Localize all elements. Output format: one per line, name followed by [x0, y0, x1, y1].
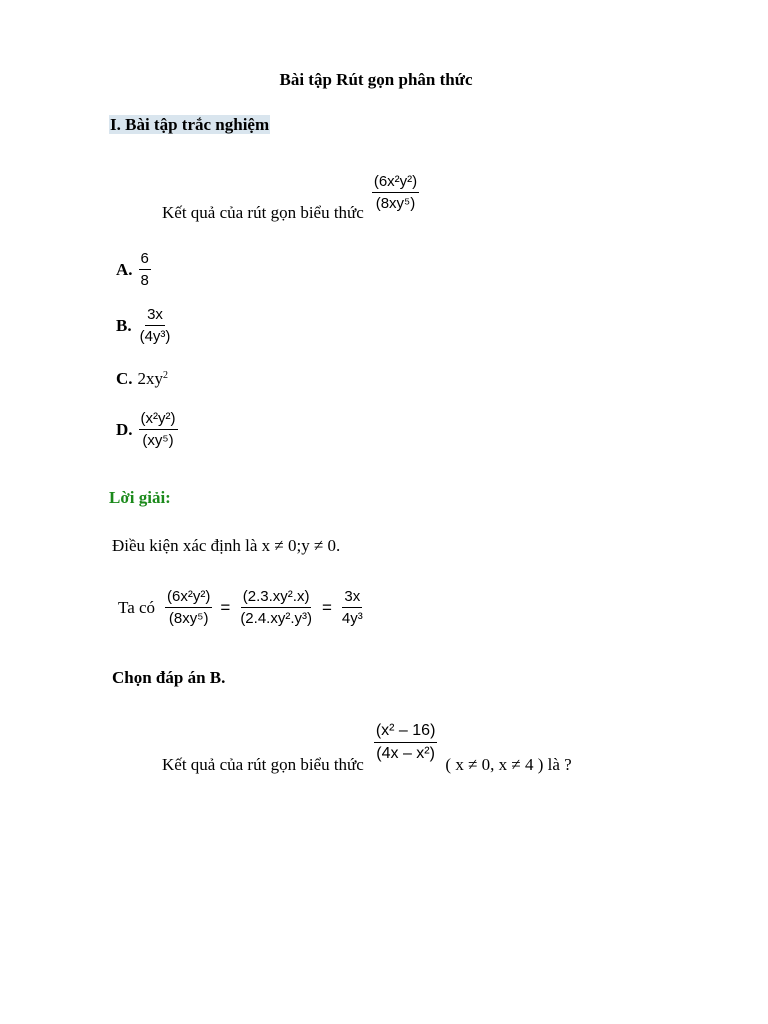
- option-a-denominator: 8: [140, 272, 149, 290]
- option-b: [116, 306, 172, 346]
- question-2: [162, 722, 572, 774]
- working-fraction-3: [340, 588, 365, 628]
- option-a-numerator: 6: [139, 250, 151, 270]
- working-fraction-2-numerator: (2.3.xy².x): [241, 588, 312, 608]
- working-fraction-1-numerator: (6x²y²): [165, 588, 212, 608]
- question-2-denominator: (4x – x²): [376, 745, 435, 763]
- solution-label: Lời giải:: [109, 488, 171, 507]
- condition-text: Điều kiện xác định là x ≠ 0;y ≠ 0.: [112, 536, 341, 555]
- option-a-fraction: [139, 250, 151, 290]
- question-2-expression: [374, 722, 438, 764]
- working-prefix: Ta có: [118, 597, 156, 617]
- option-d-numerator: (x²y²): [139, 410, 178, 430]
- option-c-label: C.: [116, 369, 133, 388]
- working-fraction-2: [238, 588, 314, 628]
- option-c-exponent: 2: [163, 370, 169, 381]
- option-c-value: [138, 369, 169, 389]
- section-heading-text: I. Bài tập trắc nghiệm: [110, 115, 270, 134]
- option-b-label: B.: [116, 315, 132, 335]
- option-c-base: 2xy: [137, 369, 164, 388]
- equals-sign-1: =: [220, 597, 231, 617]
- equals-sign-2: =: [321, 597, 332, 617]
- question-1-denominator: (8xy⁵): [375, 195, 416, 213]
- question-1: [162, 173, 419, 222]
- section-heading: [109, 115, 270, 135]
- option-b-denominator: (4y³): [139, 328, 171, 346]
- working-fraction-1-denominator: (8xy⁵): [168, 610, 209, 628]
- question-2-numerator: (x² – 16): [374, 722, 438, 743]
- question-2-prompt: Kết quả của rút gọn biểu thức: [162, 754, 364, 774]
- question-1-expression: [372, 173, 419, 213]
- working-fraction-3-denominator: 4y³: [341, 610, 363, 628]
- question-1-prompt: Kết quả của rút gọn biểu thức: [162, 202, 364, 222]
- option-b-fraction: [138, 306, 173, 346]
- working-fraction-3-numerator: 3x: [342, 588, 362, 608]
- page-title: Bài tập Rút gọn phân thức: [279, 70, 473, 89]
- option-d-label: D.: [116, 419, 133, 439]
- question-1-numerator: (6x²y²): [372, 173, 419, 193]
- solution-working: [118, 588, 365, 628]
- option-a: [116, 250, 151, 290]
- answer-text: Chọn đáp án B.: [112, 668, 226, 687]
- question-2-condition: ( x ≠ 0, x ≠ 4 ) là ?: [445, 754, 572, 774]
- working-fraction-1: [165, 588, 212, 628]
- option-d: [116, 410, 178, 450]
- working-fraction-2-denominator: (2.4.xy².y³): [240, 610, 312, 628]
- option-c: [116, 369, 168, 389]
- option-b-numerator: 3x: [145, 306, 165, 326]
- option-d-denominator: (xy⁵): [142, 432, 174, 450]
- option-d-fraction: [139, 410, 178, 450]
- option-a-label: A.: [116, 259, 133, 279]
